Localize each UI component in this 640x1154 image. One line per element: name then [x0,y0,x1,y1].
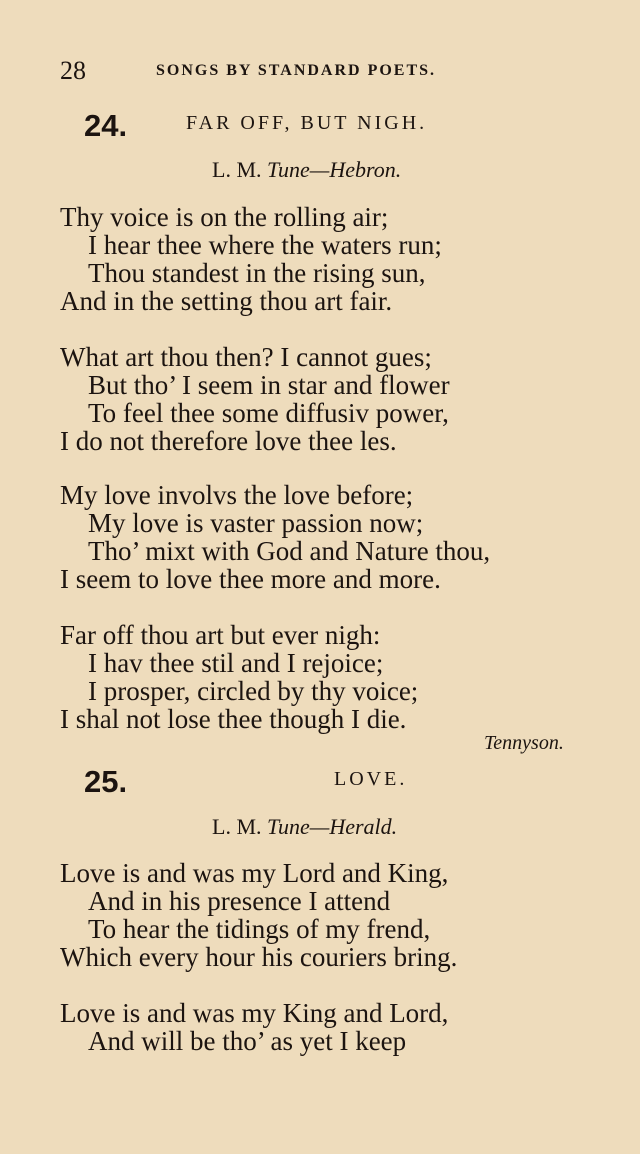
verse-line: Far off thou art but ever nigh: [60,620,381,650]
verse-line: My love involvs the love before; [60,480,414,510]
running-title: SONGS BY STANDARD POETS. [156,62,437,79]
verse-line: Thy voice is on the rolling air; [60,202,389,232]
hymn-title: FAR OFF, BUT NIGH. [186,112,428,134]
verse-line: And will be tho’ as yet I keep [88,1026,407,1056]
tune-name: Tune—Herald. [267,814,398,839]
verse-line: Love is and was my King and Lord, [60,998,449,1028]
verse-line: I shal not lose thee though I die. [60,704,407,734]
verse-line: Love is and was my Lord and King, [60,858,449,888]
verse-line: I prosper, circled by thy voice; [88,676,419,706]
tune-line [212,814,397,840]
verse-line: To hear the tidings of my frend, [88,914,431,944]
hymn-heading [84,764,544,804]
hymn-title: LOVE. [334,768,408,790]
verse-line: And in the setting thou art fair. [60,286,393,316]
author: Tennyson. [484,732,564,754]
verse-line: I seem to love thee more and more. [60,564,441,594]
page-number: 28 [60,56,86,85]
verse-line: I hear thee where the waters run; [88,230,442,260]
hymn-number: 24. [84,108,128,143]
verse-line: My love is vaster passion now; [88,508,424,538]
tune-line [212,157,401,183]
verse-line: I hav thee stil and I rejoice; [88,648,384,678]
verse-line: Thou standest in the rising sun, [88,258,426,288]
verse-line: To feel thee some diffusiv power, [88,398,449,428]
verse-line: And in his presence I attend [88,886,391,916]
verse-line: Which every hour his couriers bring. [60,942,458,972]
verse-line: But tho’ I seem in star and flower [88,370,450,400]
tune-name: Tune—Hebron. [267,157,402,182]
meter: L. M. [212,814,262,839]
meter: L. M. [212,157,262,182]
verse-line: I do not therefore love thee les. [60,426,397,456]
page-header [60,56,520,86]
verse-line: Tho’ mixt with God and Nature thou, [88,536,491,566]
hymn-heading [84,108,544,148]
verse-line: What art thou then? I cannot gues; [60,342,432,372]
hymn-number: 25. [84,764,128,799]
